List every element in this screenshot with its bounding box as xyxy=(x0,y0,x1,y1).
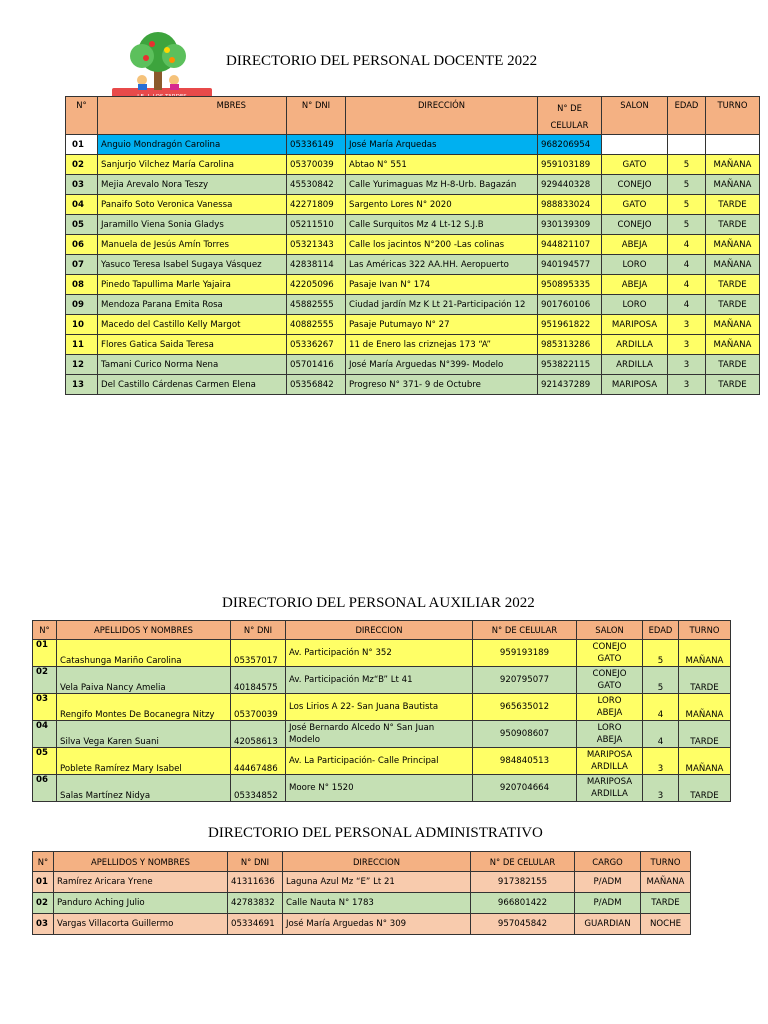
docente-header-row xyxy=(66,97,760,135)
row-name: Rengifo Montes De Bocanegra Nitzy xyxy=(57,694,231,721)
row-age: 4 xyxy=(668,295,706,315)
row-salon: ARDILLA xyxy=(602,355,668,375)
row-age: 4 xyxy=(668,235,706,255)
row-name: Mejia Arevalo Nora Teszy xyxy=(98,175,287,195)
row-name: Macedo del Castillo Kelly Margot xyxy=(98,315,287,335)
row-dni: 45530842 xyxy=(287,175,346,195)
row-dni: 40184575 xyxy=(231,667,286,694)
row-number: 02 xyxy=(33,893,54,914)
row-name: Yasuco Teresa Isabel Sugaya Vásquez xyxy=(98,255,287,275)
header-names: APELLIDOS Y NOMBRES xyxy=(54,852,228,872)
row-salon xyxy=(577,694,643,721)
row-dni: 05357017 xyxy=(231,640,286,667)
row-address-line-2: Modelo xyxy=(289,735,321,745)
row-address-line-2: Av. La Participación- Calle Principal xyxy=(289,756,439,766)
row-dni: 05356842 xyxy=(287,375,346,395)
row-name: Ramírez Aricara Yrene xyxy=(54,872,228,893)
row-shift: TARDE xyxy=(679,721,731,748)
row-dni: 05334691 xyxy=(228,914,283,935)
row-dni: 42058613 xyxy=(231,721,286,748)
row-phone: 950895335 xyxy=(538,275,602,295)
row-name: Mendoza Parana Emita Rosa xyxy=(98,295,287,315)
row-name: Sanjurjo Vilchez María Carolina xyxy=(98,155,287,175)
row-dni: 05211510 xyxy=(287,215,346,235)
row-phone: 901760106 xyxy=(538,295,602,315)
row-name: Catashunga Mariño Carolina xyxy=(57,640,231,667)
row-phone: 930139309 xyxy=(538,215,602,235)
header-salon: SALON xyxy=(602,97,668,135)
row-salon-line-2: GATO xyxy=(597,681,622,691)
row-salon-line-2: ABEJA xyxy=(596,735,623,745)
row-address: Las Américas 322 AA.HH. Aeropuerto xyxy=(346,255,538,275)
row-name: Panduro Aching Julio xyxy=(54,893,228,914)
row-name: Pinedo Tapullima Marle Yajaira xyxy=(98,275,287,295)
header-age: EDAD xyxy=(643,621,679,640)
row-age: 4 xyxy=(668,255,706,275)
row-number: 11 xyxy=(66,335,98,355)
row-role: P/ADM xyxy=(575,872,641,893)
table-row xyxy=(33,893,691,914)
row-address-line-1: Moore N° 1520 xyxy=(289,783,354,793)
row-salon: LORO xyxy=(602,255,668,275)
row-name: Anguio Mondragón Carolina xyxy=(98,135,287,155)
row-shift: TARDE xyxy=(641,893,691,914)
table-row xyxy=(66,195,760,215)
row-address-line-2: Av. Participación Mz“B” Lt 41 xyxy=(289,675,413,685)
row-phone: 921437289 xyxy=(538,375,602,395)
row-phone: 953822115 xyxy=(538,355,602,375)
row-number: 03 xyxy=(33,914,54,935)
row-age: 3 xyxy=(668,355,706,375)
header-names: MBRES xyxy=(98,97,287,135)
row-address: Laguna Azul Mz “E” Lt 21 xyxy=(283,872,471,893)
row-dni: 40882555 xyxy=(287,315,346,335)
row-name: Jaramillo Viena Sonia Gladys xyxy=(98,215,287,235)
row-salon-line-1: MARIPOSA xyxy=(586,750,633,760)
row-address: Calle los jacintos N°200 -Las colinas xyxy=(346,235,538,255)
row-dni: 05370039 xyxy=(231,694,286,721)
row-address: Sargento Lores N° 2020 xyxy=(346,195,538,215)
row-address: Calle Nauta N° 1783 xyxy=(283,893,471,914)
row-salon-line-1: CONEJO xyxy=(592,642,627,652)
row-shift: MAÑANA xyxy=(679,640,731,667)
row-address: Calle Surquitos Mz 4 Lt-12 S.J.B xyxy=(346,215,538,235)
row-age: 5 xyxy=(668,175,706,195)
row-address xyxy=(286,694,473,721)
row-salon-line-1: LORO xyxy=(597,696,622,706)
row-number: 04 xyxy=(33,721,57,748)
row-salon: MARIPOSA xyxy=(602,375,668,395)
row-phone: 988833024 xyxy=(538,195,602,215)
row-age: 3 xyxy=(643,775,679,802)
row-name: Poblete Ramírez Mary Isabel xyxy=(57,748,231,775)
row-shift: TARDE xyxy=(706,355,760,375)
table-row xyxy=(66,315,760,335)
row-number: 08 xyxy=(66,275,98,295)
row-address: Pasaje Ivan N° 174 xyxy=(346,275,538,295)
row-phone: 985313286 xyxy=(538,335,602,355)
table-row xyxy=(66,375,760,395)
row-phone: 959103189 xyxy=(538,155,602,175)
row-dni: 05370039 xyxy=(287,155,346,175)
header-address: DIRECCION xyxy=(283,852,471,872)
row-number: 13 xyxy=(66,375,98,395)
row-salon xyxy=(577,775,643,802)
header-shift: TURNO xyxy=(706,97,760,135)
row-salon: CONEJO xyxy=(602,175,668,195)
row-dni: 45882555 xyxy=(287,295,346,315)
row-shift: TARDE xyxy=(706,375,760,395)
row-phone: 920704664 xyxy=(473,775,577,802)
row-dni: 42783832 xyxy=(228,893,283,914)
table-row xyxy=(66,255,760,275)
table-row xyxy=(33,667,731,694)
row-number: 05 xyxy=(66,215,98,235)
table-row xyxy=(33,872,691,893)
header-role: CARGO xyxy=(575,852,641,872)
row-address: José María Arguedas N° 309 xyxy=(283,914,471,935)
row-shift: MAÑANA xyxy=(706,335,760,355)
row-shift: MAÑANA xyxy=(679,748,731,775)
header-num: N° xyxy=(33,621,57,640)
administrativo-title: DIRECTORIO DEL PERSONAL ADMINISTRATIVO xyxy=(208,825,543,841)
row-address xyxy=(286,667,473,694)
row-shift: NOCHE xyxy=(641,914,691,935)
row-age: 4 xyxy=(643,721,679,748)
row-role: GUARDIAN xyxy=(575,914,641,935)
row-dni: 05701416 xyxy=(287,355,346,375)
row-number: 02 xyxy=(66,155,98,175)
row-address xyxy=(286,775,473,802)
row-shift: TARDE xyxy=(679,667,731,694)
row-age: 3 xyxy=(643,748,679,775)
administrativo-header-row xyxy=(33,852,691,872)
row-phone: 940194577 xyxy=(538,255,602,275)
table-row xyxy=(66,155,760,175)
row-phone: 984840513 xyxy=(473,748,577,775)
row-age: 4 xyxy=(643,694,679,721)
table-row xyxy=(66,235,760,255)
row-phone: 957045842 xyxy=(471,914,575,935)
row-number: 01 xyxy=(66,135,98,155)
auxiliar-title: DIRECTORIO DEL PERSONAL AUXILIAR 2022 xyxy=(222,595,535,611)
row-age: 5 xyxy=(668,155,706,175)
row-phone: 917382155 xyxy=(471,872,575,893)
row-salon-line-1: LORO xyxy=(597,723,622,733)
header-dni: N° DNI xyxy=(287,97,346,135)
row-salon-line-2: ARDILLA xyxy=(591,762,628,772)
table-row xyxy=(33,721,731,748)
row-number: 01 xyxy=(33,640,57,667)
row-salon: MARIPOSA xyxy=(602,315,668,335)
header-dni: N° DNI xyxy=(231,621,286,640)
header-num: N° xyxy=(33,852,54,872)
row-name: Flores Gatica Saida Teresa xyxy=(98,335,287,355)
row-dni: 42205096 xyxy=(287,275,346,295)
row-salon-line-2: ABEJA xyxy=(596,708,623,718)
table-row xyxy=(66,355,760,375)
row-dni: 41311636 xyxy=(228,872,283,893)
row-number: 06 xyxy=(33,775,57,802)
row-phone: 959193189 xyxy=(473,640,577,667)
row-address: José María Arquedas xyxy=(346,135,538,155)
row-dni: 05321343 xyxy=(287,235,346,255)
row-name: Panaifo Soto Veronica Vanessa xyxy=(98,195,287,215)
row-shift: MAÑANA xyxy=(679,694,731,721)
table-row xyxy=(66,335,760,355)
row-phone: 951961822 xyxy=(538,315,602,335)
row-age xyxy=(668,135,706,155)
row-salon xyxy=(577,667,643,694)
row-name: Silva Vega Karen Suani xyxy=(57,721,231,748)
header-dni: N° DNI xyxy=(228,852,283,872)
header-address: DIRECCION xyxy=(286,621,473,640)
row-shift: MAÑANA xyxy=(641,872,691,893)
row-phone: 929440328 xyxy=(538,175,602,195)
header-shift: TURNO xyxy=(679,621,731,640)
row-shift: MAÑANA xyxy=(706,175,760,195)
administrativo-table xyxy=(32,851,691,935)
row-dni: 05334852 xyxy=(231,775,286,802)
table-row xyxy=(66,135,760,155)
row-salon xyxy=(577,748,643,775)
row-salon: ARDILLA xyxy=(602,335,668,355)
row-address xyxy=(286,640,473,667)
row-number: 04 xyxy=(66,195,98,215)
row-number: 05 xyxy=(33,748,57,775)
header-phone: N° DE CELULAR xyxy=(473,621,577,640)
row-shift: MAÑANA xyxy=(706,235,760,255)
row-address-line-2: Los Lirios A 22- San Juana Bautista xyxy=(289,702,439,712)
row-shift: TARDE xyxy=(679,775,731,802)
auxiliar-table xyxy=(32,620,731,802)
row-salon xyxy=(577,640,643,667)
row-address: Abtao N° 551 xyxy=(346,155,538,175)
row-age: 3 xyxy=(668,335,706,355)
row-dni: 42838114 xyxy=(287,255,346,275)
row-number: 02 xyxy=(33,667,57,694)
header-names: APELLIDOS Y NOMBRES xyxy=(57,621,231,640)
row-shift: TARDE xyxy=(706,275,760,295)
row-shift xyxy=(706,135,760,155)
row-name: Del Castillo Cárdenas Carmen Elena xyxy=(98,375,287,395)
row-phone: 920795077 xyxy=(473,667,577,694)
row-number: 03 xyxy=(33,694,57,721)
table-row xyxy=(66,295,760,315)
row-phone: 965635012 xyxy=(473,694,577,721)
row-age: 4 xyxy=(668,275,706,295)
row-salon-line-1: CONEJO xyxy=(592,669,627,679)
row-salon xyxy=(602,135,668,155)
row-phone: 950908607 xyxy=(473,721,577,748)
row-shift: MAÑANA xyxy=(706,315,760,335)
row-role: P/ADM xyxy=(575,893,641,914)
auxiliar-header-row xyxy=(33,621,731,640)
table-row xyxy=(66,175,760,195)
row-number: 07 xyxy=(66,255,98,275)
docente-title: DIRECTORIO DEL PERSONAL DOCENTE 2022 xyxy=(226,53,538,69)
table-row xyxy=(33,914,691,935)
row-address: Calle Yurimaguas Mz H-8-Urb. Bagazán xyxy=(346,175,538,195)
table-row xyxy=(33,775,731,802)
row-address: Progreso N° 371- 9 de Octubre xyxy=(346,375,538,395)
row-address: Ciudad jardín Mz K Lt 21-Participación 12 xyxy=(346,295,538,315)
row-shift: TARDE xyxy=(706,215,760,235)
row-phone: 968206954 xyxy=(538,135,602,155)
row-salon-line-2: ARDILLA xyxy=(591,789,628,799)
header-age: EDAD xyxy=(668,97,706,135)
row-salon xyxy=(577,721,643,748)
row-age: 3 xyxy=(668,375,706,395)
row-address-line-1: Av. Participación N° 352 xyxy=(289,648,392,658)
row-dni: 05336267 xyxy=(287,335,346,355)
row-salon-line-2: GATO xyxy=(597,654,622,664)
row-shift: MAÑANA xyxy=(706,155,760,175)
row-name: Vela Paiva Nancy Amelia xyxy=(57,667,231,694)
table-row xyxy=(33,640,731,667)
row-number: 12 xyxy=(66,355,98,375)
row-name: Manuela de Jesús Amín Torres xyxy=(98,235,287,255)
row-address: Pasaje Putumayo N° 27 xyxy=(346,315,538,335)
header-phone: N° DE CELULAR xyxy=(471,852,575,872)
table-row xyxy=(66,215,760,235)
row-name: Vargas Villacorta Guillermo xyxy=(54,914,228,935)
header-shift: TURNO xyxy=(641,852,691,872)
row-age: 3 xyxy=(668,315,706,335)
row-number: 10 xyxy=(66,315,98,335)
table-row xyxy=(66,275,760,295)
table-row xyxy=(33,694,731,721)
table-row xyxy=(33,748,731,775)
header-address: DIRECCIÓN xyxy=(346,97,538,135)
row-salon: ABEJA xyxy=(602,275,668,295)
row-shift: TARDE xyxy=(706,295,760,315)
row-age: 5 xyxy=(668,215,706,235)
row-address xyxy=(286,721,473,748)
header-salon: SALON xyxy=(577,621,643,640)
docente-table xyxy=(65,96,760,395)
header-num: N° xyxy=(66,97,98,135)
header-phone: N° DE CELULAR xyxy=(538,97,602,135)
row-age: 5 xyxy=(643,667,679,694)
row-number: 06 xyxy=(66,235,98,255)
row-shift: TARDE xyxy=(706,195,760,215)
row-name: Salas Martínez Nidya xyxy=(57,775,231,802)
row-address: José María Arguedas N°399- Modelo xyxy=(346,355,538,375)
row-dni: 44467486 xyxy=(231,748,286,775)
row-dni: 42271809 xyxy=(287,195,346,215)
row-salon: LORO xyxy=(602,295,668,315)
row-number: 03 xyxy=(66,175,98,195)
row-phone: 944821107 xyxy=(538,235,602,255)
row-number: 01 xyxy=(33,872,54,893)
row-address: 11 de Enero las criznejas 173 “A” xyxy=(346,335,538,355)
row-address xyxy=(286,748,473,775)
row-salon-line-1: MARIPOSA xyxy=(586,777,633,787)
row-salon: GATO xyxy=(602,155,668,175)
row-address-line-1: José Bernardo Alcedo N° San Juan xyxy=(289,723,435,733)
row-number: 09 xyxy=(66,295,98,315)
row-salon: CONEJO xyxy=(602,215,668,235)
row-age: 5 xyxy=(668,195,706,215)
row-name: Tamani Curico Norma Nena xyxy=(98,355,287,375)
row-age: 5 xyxy=(643,640,679,667)
row-shift: MAÑANA xyxy=(706,255,760,275)
row-dni: 05336149 xyxy=(287,135,346,155)
row-salon: ABEJA xyxy=(602,235,668,255)
row-salon: GATO xyxy=(602,195,668,215)
row-phone: 966801422 xyxy=(471,893,575,914)
